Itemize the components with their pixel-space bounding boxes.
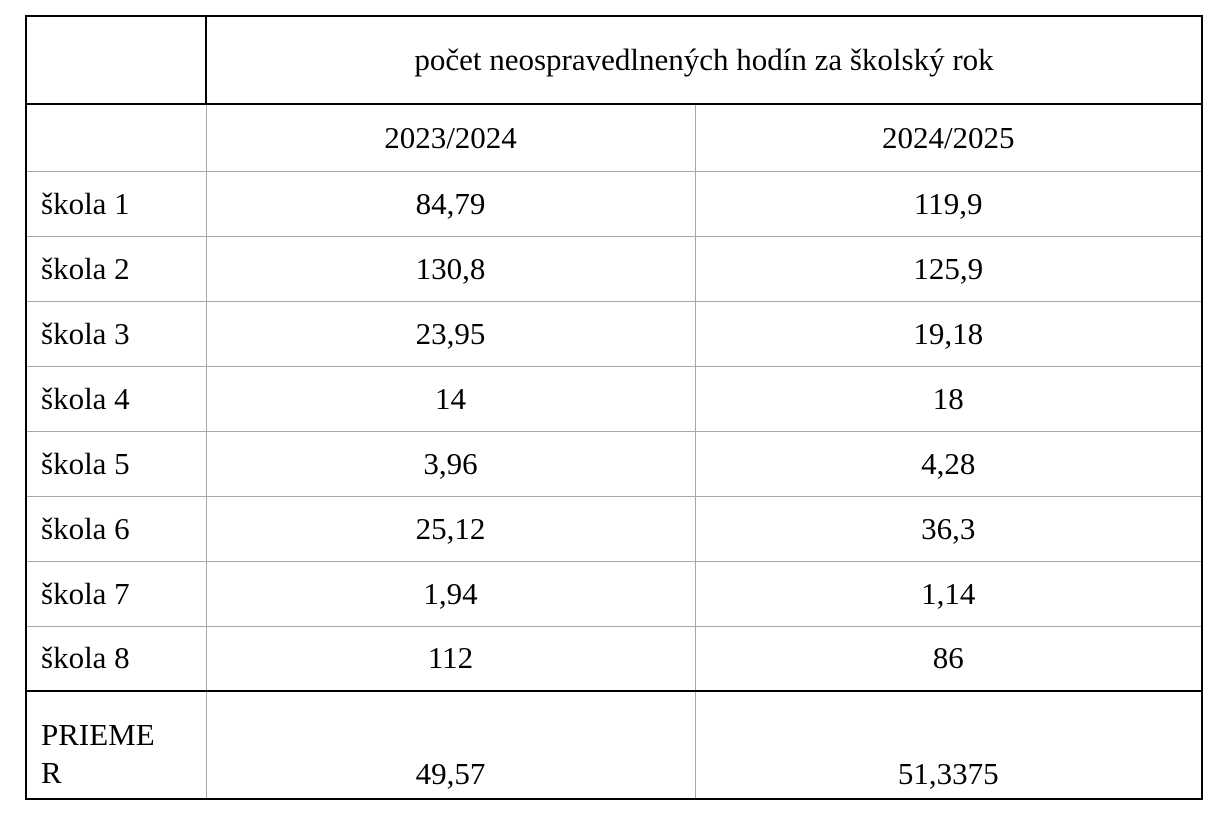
school-name-cell: škola 5 — [26, 431, 206, 496]
value-cell-year1: 112 — [206, 626, 695, 691]
school-name-cell: škola 8 — [26, 626, 206, 691]
year-header-2023-2024: 2023/2024 — [206, 104, 695, 171]
school-name-cell: škola 2 — [26, 236, 206, 301]
value-cell-year1: 130,8 — [206, 236, 695, 301]
average-label-line1: PRIEME — [41, 717, 155, 752]
value-cell-year1: 3,96 — [206, 431, 695, 496]
value-cell-year2: 86 — [695, 626, 1202, 691]
years-corner-cell — [26, 104, 206, 171]
average-row — [26, 691, 1202, 799]
header-corner-cell — [26, 16, 206, 104]
value-cell-year2: 125,9 — [695, 236, 1202, 301]
average-label-cell — [26, 691, 206, 799]
years-row — [26, 104, 1202, 171]
absence-table — [25, 15, 1203, 800]
table-row — [26, 171, 1202, 236]
school-name-cell: škola 7 — [26, 561, 206, 626]
table-header-row — [26, 16, 1202, 104]
school-name-cell: škola 6 — [26, 496, 206, 561]
value-cell-year2: 4,28 — [695, 431, 1202, 496]
table-row — [26, 236, 1202, 301]
table-row — [26, 431, 1202, 496]
table-row — [26, 496, 1202, 561]
table-row — [26, 561, 1202, 626]
value-cell-year1: 23,95 — [206, 301, 695, 366]
value-cell-year2: 1,14 — [695, 561, 1202, 626]
school-name-cell: škola 4 — [26, 366, 206, 431]
value-cell-year2: 36,3 — [695, 496, 1202, 561]
table-row — [26, 366, 1202, 431]
value-cell-year1: 25,12 — [206, 496, 695, 561]
value-cell-year1: 1,94 — [206, 561, 695, 626]
year-header-2024-2025: 2024/2025 — [695, 104, 1202, 171]
absence-table-container — [25, 15, 1201, 803]
school-name-cell: škola 1 — [26, 171, 206, 236]
school-name-cell: škola 3 — [26, 301, 206, 366]
value-cell-year2: 19,18 — [695, 301, 1202, 366]
value-cell-year1: 84,79 — [206, 171, 695, 236]
value-cell-year1: 14 — [206, 366, 695, 431]
average-value-year1: 49,57 — [206, 691, 695, 799]
average-value-year2: 51,3375 — [695, 691, 1202, 799]
average-label-line2: R — [41, 755, 62, 790]
value-cell-year2: 18 — [695, 366, 1202, 431]
table-title-cell: počet neospravedlnených hodín za školský rok — [206, 16, 1202, 104]
value-cell-year2: 119,9 — [695, 171, 1202, 236]
table-row — [26, 626, 1202, 691]
table-row — [26, 301, 1202, 366]
